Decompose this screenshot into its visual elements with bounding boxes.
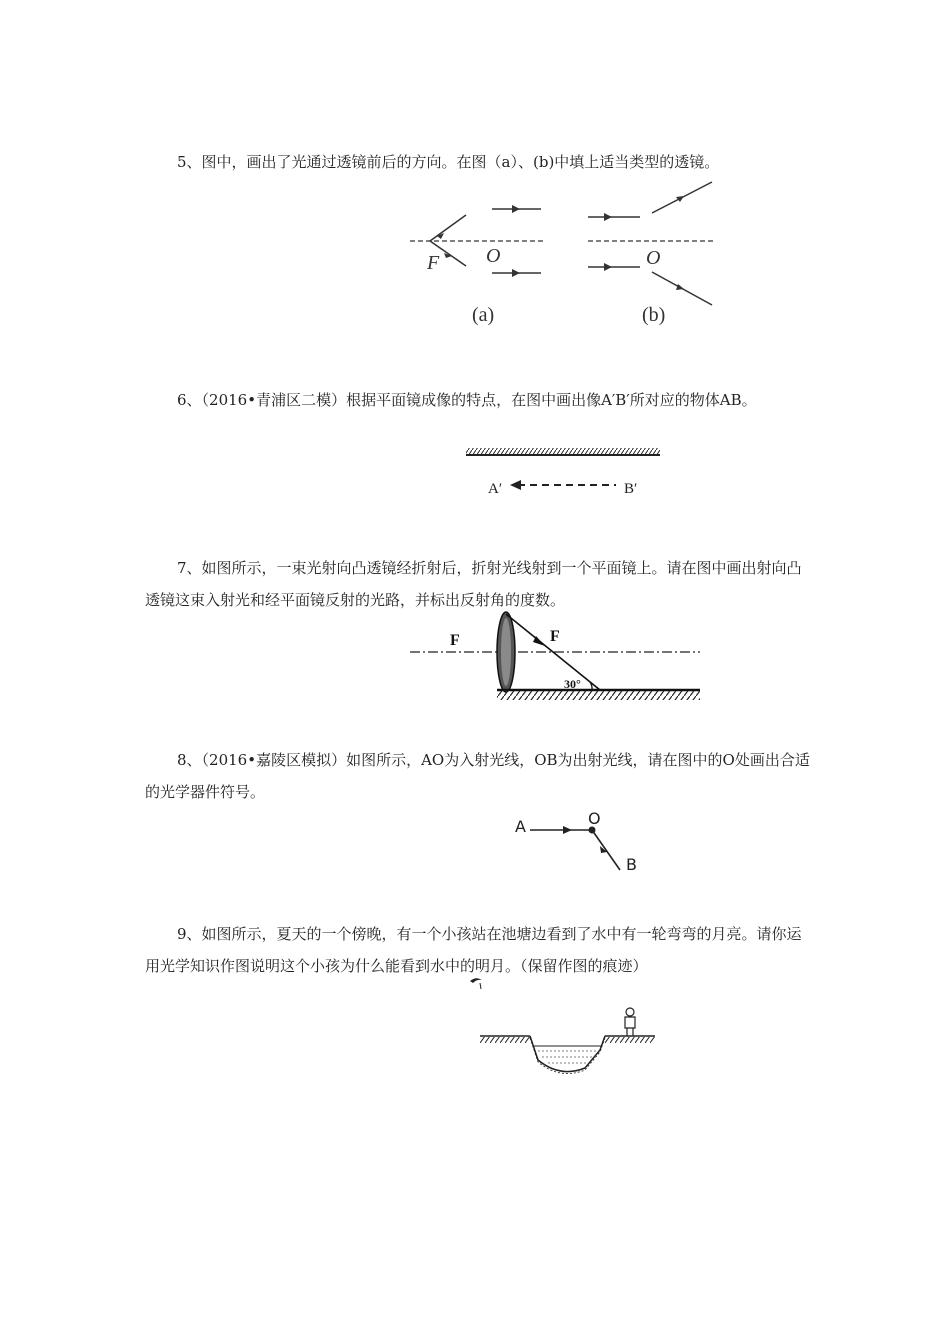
child-figure <box>625 1008 635 1036</box>
image-point-b: B′ <box>624 481 638 497</box>
point-a-label: A <box>515 817 526 836</box>
caption-a: (a) <box>472 304 495 326</box>
focus-label-left: F <box>450 632 460 649</box>
angle-label: 30° <box>564 677 581 691</box>
caption-b: (b) <box>642 304 666 326</box>
optical-center-label-b: O <box>646 247 661 269</box>
point-b-label: B <box>626 855 637 874</box>
question-9-text: 9、如图所示，夏天的一个傍晚，有一个小孩站在池塘边看到了水中有一轮弯弯的月亮。请你运用光学知识作图说明这个小孩为什么能看到水中的明月。（保留作图的痕迹） <box>145 925 802 975</box>
point-o-label: O <box>588 809 601 828</box>
image-point-a: A′ <box>488 481 503 497</box>
question-8-text: 8、（2016•嘉陵区模拟）如图所示，AO为入射光线，OB为出射光线，请在图中的O处画出合适的光学器件符号。 <box>145 751 810 801</box>
focus-label-f: F <box>427 252 440 274</box>
question-7-text: 7、如图所示，一束光射向凸透镜经折射后，折射光线射到一个平面镜上。请在图中画出射向凸透镜这束入射光和经平面镜反射的光路，并标出反射角的度数。 <box>145 559 802 609</box>
question-6-text: 6、（2016•青浦区二模）根据平面镜成像的特点，在图中画出像A′B′所对应的物体AB。 <box>177 391 757 409</box>
focus-label-right: F <box>550 628 560 645</box>
optical-center-label-a: O <box>486 245 501 267</box>
moon-icon <box>470 978 482 989</box>
question-5-text: 5、图中，画出了光通过透镜前后的方向。在图（a）、(b)中填上适当类型的透镜。 <box>177 153 720 171</box>
